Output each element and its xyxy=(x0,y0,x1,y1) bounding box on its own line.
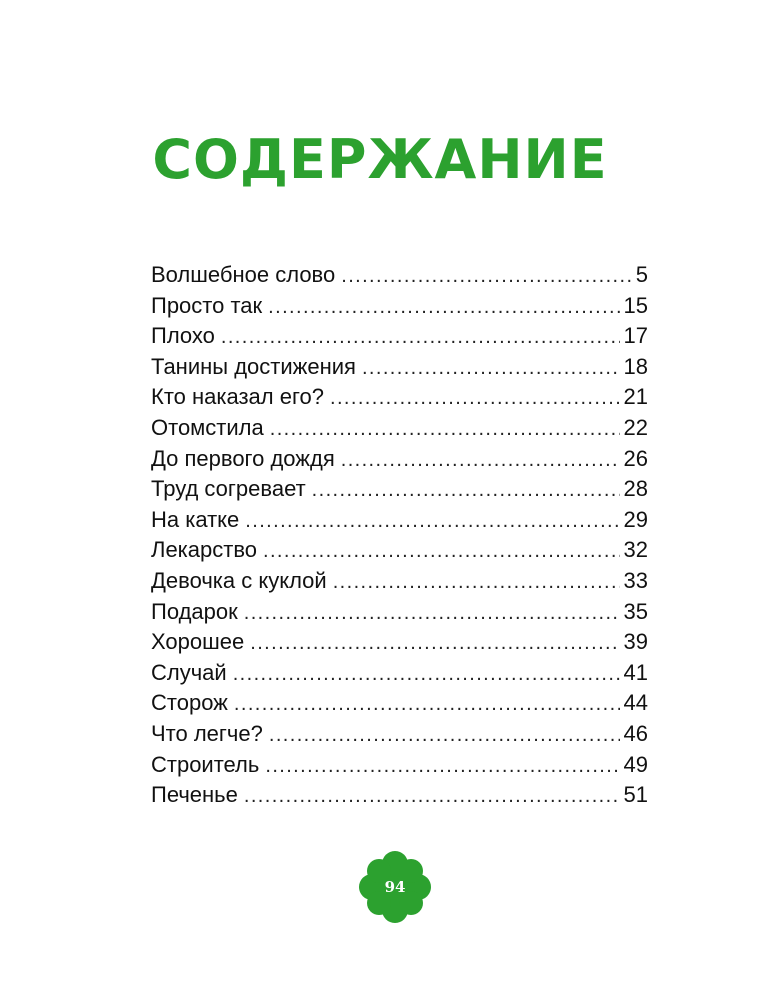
toc-entry-title: Волшебное слово xyxy=(151,262,336,287)
dot-leader xyxy=(362,353,620,383)
toc-entry xyxy=(151,627,648,658)
toc-entry-title: Сторож xyxy=(151,690,228,716)
dot-leader xyxy=(263,536,620,566)
toc-entry xyxy=(151,291,648,322)
toc-entry-title: Девочка с куклой xyxy=(151,567,327,593)
toc-entry-page: 5 xyxy=(635,262,648,287)
toc-entry xyxy=(151,688,648,719)
toc-entry xyxy=(151,780,648,811)
toc-entry-page: 41 xyxy=(623,659,648,685)
toc-entry xyxy=(151,260,648,291)
toc-entry-page: 15 xyxy=(623,292,648,318)
dot-leader xyxy=(268,292,619,322)
toc-entry xyxy=(151,352,648,383)
toc-entry xyxy=(151,566,648,597)
dot-leader xyxy=(233,659,620,689)
toc-entry xyxy=(151,413,648,444)
toc-entry-title: Строитель xyxy=(151,751,260,777)
dot-leader xyxy=(250,628,619,658)
dot-leader xyxy=(333,567,620,597)
dot-leader xyxy=(265,751,619,781)
toc-entry xyxy=(151,444,648,475)
toc-entry-page: 35 xyxy=(623,598,648,624)
toc-entry xyxy=(151,505,648,536)
toc-entry-page: 26 xyxy=(623,445,648,471)
page-number: 94 xyxy=(384,878,406,896)
toc-entry-page: 18 xyxy=(623,353,648,379)
dot-leader xyxy=(269,720,620,750)
toc-entry-title: Плохо xyxy=(151,323,215,349)
dot-leader xyxy=(245,506,619,536)
toc-entry-page: 49 xyxy=(623,751,648,777)
toc-entry-page: 33 xyxy=(623,567,648,593)
toc-entry-title: Подарок xyxy=(151,598,238,624)
dot-leader xyxy=(234,689,620,719)
toc-entry-page: 29 xyxy=(623,506,648,532)
page-number-badge xyxy=(358,850,432,924)
toc-entry xyxy=(151,750,648,781)
toc-entry xyxy=(151,535,648,566)
toc-entry-title: На катке xyxy=(151,506,240,532)
table-of-contents xyxy=(151,260,648,811)
toc-entry-page: 46 xyxy=(623,720,648,746)
toc-entry-title: Печенье xyxy=(151,782,238,808)
dot-leader xyxy=(330,383,620,413)
toc-entry xyxy=(151,719,648,750)
toc-entry xyxy=(151,474,648,505)
toc-entry xyxy=(151,321,648,352)
toc-entry-page: 28 xyxy=(623,476,648,502)
toc-entry-page: 21 xyxy=(623,384,648,410)
toc-entry-title: До первого дождя xyxy=(151,445,335,471)
toc-entry-page: 51 xyxy=(623,782,648,808)
toc-entry-title: Хорошее xyxy=(151,629,245,655)
dot-leader xyxy=(270,414,620,444)
toc-entry xyxy=(151,658,648,689)
toc-entry-title: Просто так xyxy=(151,292,263,318)
dot-leader xyxy=(312,475,620,505)
toc-entry-title: Труд согревает xyxy=(151,476,306,502)
dot-leader xyxy=(341,445,620,475)
toc-entry-title: Кто наказал его? xyxy=(151,384,324,410)
dot-leader xyxy=(244,781,620,811)
toc-entry-page: 39 xyxy=(623,629,648,655)
toc-entry-page: 44 xyxy=(623,690,648,716)
dot-leader xyxy=(221,322,620,352)
toc-entry-title: Лекарство xyxy=(151,537,258,563)
toc-entry-title: Случай xyxy=(151,659,227,685)
toc-entry-title: Отомстила xyxy=(151,414,264,440)
dot-leader xyxy=(244,598,620,628)
page-title: СОДЕРЖАНИЕ xyxy=(152,128,608,191)
toc-entry xyxy=(151,597,648,628)
toc-entry-page: 22 xyxy=(623,414,648,440)
dot-leader xyxy=(341,261,632,291)
toc-entry-title: Танины достижения xyxy=(151,353,356,379)
toc-entry-page: 17 xyxy=(623,323,648,349)
toc-entry-page: 32 xyxy=(623,537,648,563)
toc-entry-title: Что легче? xyxy=(151,720,263,746)
toc-entry xyxy=(151,382,648,413)
